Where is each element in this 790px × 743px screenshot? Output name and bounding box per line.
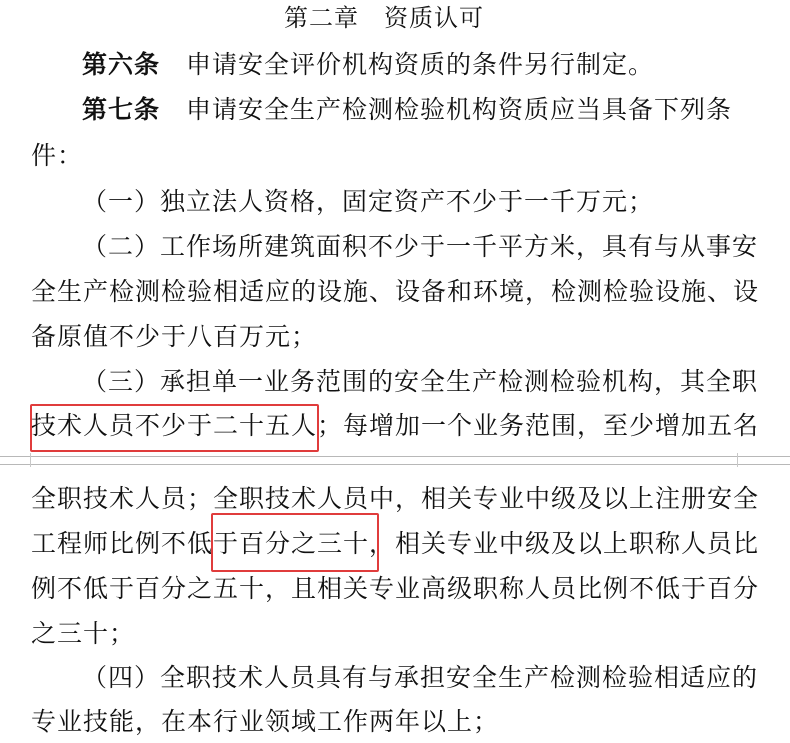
item-4-line-1: （四）全职技术人员具有与承担安全生产检测检验相适应的 (82, 663, 759, 692)
item-2-line-3: 备原值不少于八百万元； (31, 322, 318, 351)
article-6 (82, 48, 654, 82)
item-3-line-1: （三）承担单一业务范围的安全生产检测检验机构，其全职 (82, 367, 759, 396)
article-7 (82, 93, 732, 127)
chapter-title: 第二章 资质认可 (284, 4, 484, 32)
item-2-line-1: （二）工作场所建筑面积不少于一千平方米，具有与从事安 (82, 232, 759, 261)
item-3-line-5: 例不低于百分之五十，且相关专业高级职称人员比例不低于百分 (31, 574, 760, 603)
article-7-number: 第七条 (82, 95, 161, 124)
highlight-box-staff-count (30, 404, 319, 452)
item-1-line-1: （一）独立法人资格，固定资产不少于一千万元； (82, 187, 655, 216)
article-7-line-1: 申请安全生产检测检验机构资质应当具备下列条 (186, 95, 733, 124)
item-3-line-4: 工程师比例不低于百分之三十，相关专业中级及以上职称人员比 (31, 529, 760, 558)
item-2-line-2: 全生产检测检验相适应的设施、设备和环境，检测检验设施、设 (31, 277, 760, 306)
item-4-line-2: 专业技能，在本行业领域工作两年以上； (31, 707, 500, 736)
item-3-line-2: 技术人员不少于二十五人；每增加一个业务范围，至少增加五名 (31, 411, 760, 440)
item-3-line-3: 全职技术人员；全职技术人员中，相关专业中级及以上注册安全 (31, 484, 760, 513)
item-3-line-6: 之三十； (31, 619, 136, 648)
page-break-separator (0, 453, 790, 467)
highlight-box-percentage (211, 513, 379, 572)
article-7-line-2: 件： (31, 141, 84, 170)
article-6-text: 申请安全评价机构资质的条件另行制定。 (186, 50, 655, 79)
article-6-number: 第六条 (82, 50, 161, 79)
